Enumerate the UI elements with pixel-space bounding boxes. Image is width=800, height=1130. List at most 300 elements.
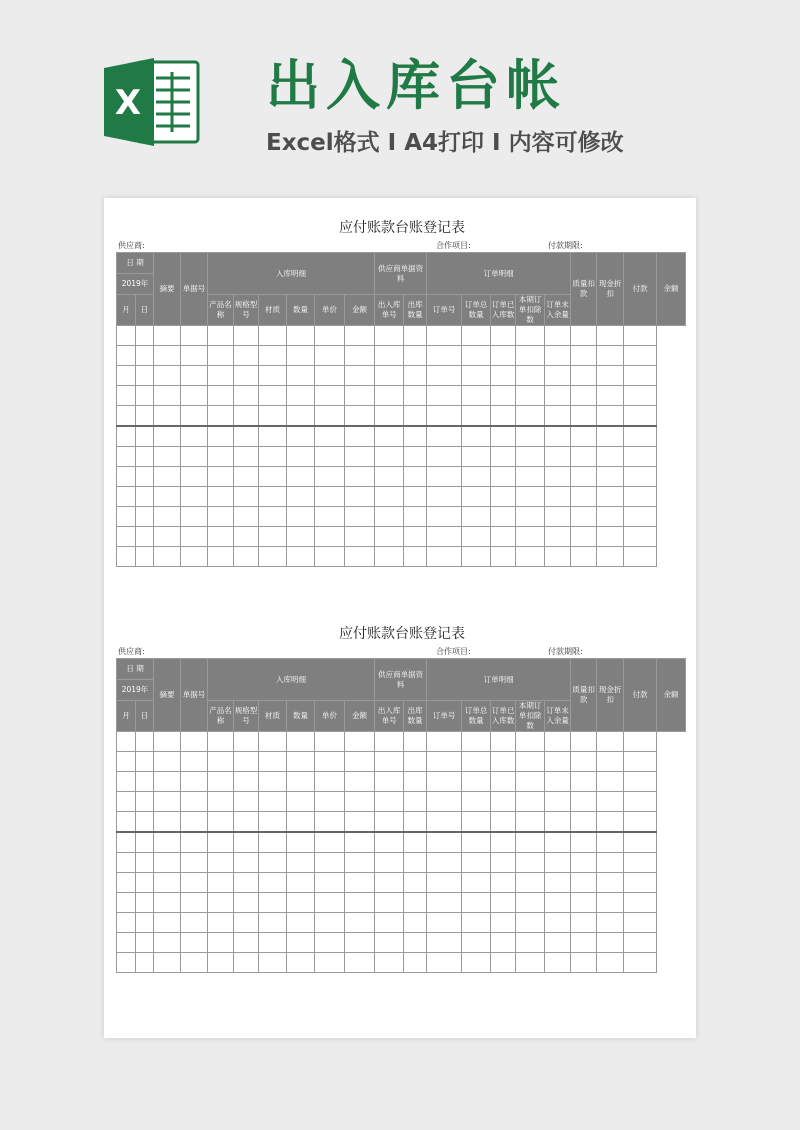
table-cell[interactable] [571,366,597,386]
table-cell[interactable] [181,447,208,467]
table-cell[interactable] [462,447,491,467]
table-cell[interactable] [462,406,491,427]
table-cell[interactable] [181,732,208,752]
table-cell[interactable] [427,792,462,812]
table-cell[interactable] [545,487,571,507]
table-cell[interactable] [154,326,181,346]
table-cell[interactable] [287,467,315,487]
table-cell[interactable] [516,873,545,893]
table-cell[interactable] [208,447,234,467]
table-cell[interactable] [259,467,287,487]
table-cell[interactable] [597,812,624,833]
table-cell[interactable] [624,732,657,752]
table-cell[interactable] [516,326,545,346]
table-cell[interactable] [117,386,136,406]
table-cell[interactable] [545,853,571,873]
table-cell[interactable] [375,913,404,933]
table-cell[interactable] [315,467,345,487]
table-cell[interactable] [404,812,427,833]
table-cell[interactable] [571,853,597,873]
table-cell[interactable] [462,467,491,487]
table-cell[interactable] [597,366,624,386]
table-cell[interactable] [136,547,154,567]
table-cell[interactable] [181,547,208,567]
table-cell[interactable] [545,953,571,973]
table-cell[interactable] [571,447,597,467]
table-cell[interactable] [375,772,404,792]
table-cell[interactable] [259,752,287,772]
table-cell[interactable] [571,953,597,973]
table-cell[interactable] [597,547,624,567]
table-cell[interactable] [315,426,345,447]
table-cell[interactable] [181,772,208,792]
table-cell[interactable] [154,873,181,893]
table-cell[interactable] [375,467,404,487]
table-cell[interactable] [234,406,259,427]
table-cell[interactable] [287,366,315,386]
table-cell[interactable] [491,487,516,507]
table-cell[interactable] [491,772,516,792]
table-cell[interactable] [427,447,462,467]
table-cell[interactable] [259,366,287,386]
table-cell[interactable] [462,366,491,386]
table-cell[interactable] [287,792,315,812]
table-cell[interactable] [545,792,571,812]
table-cell[interactable] [462,547,491,567]
table-cell[interactable] [259,893,287,913]
table-cell[interactable] [259,386,287,406]
table-cell[interactable] [154,953,181,973]
table-cell[interactable] [154,366,181,386]
table-cell[interactable] [154,507,181,527]
table-cell[interactable] [462,487,491,507]
table-cell[interactable] [181,792,208,812]
table-cell[interactable] [208,853,234,873]
table-cell[interactable] [259,406,287,427]
table-cell[interactable] [516,366,545,386]
table-cell[interactable] [516,893,545,913]
table-cell[interactable] [597,752,624,772]
table-cell[interactable] [287,426,315,447]
table-cell[interactable] [234,507,259,527]
table-cell[interactable] [345,406,375,427]
table-cell[interactable] [234,346,259,366]
table-cell[interactable] [136,467,154,487]
table-cell[interactable] [462,812,491,833]
table-cell[interactable] [181,527,208,547]
table-cell[interactable] [345,933,375,953]
table-cell[interactable] [516,953,545,973]
table-cell[interactable] [624,772,657,792]
table-cell[interactable] [208,346,234,366]
table-cell[interactable] [427,752,462,772]
table-cell[interactable] [571,752,597,772]
table-cell[interactable] [375,346,404,366]
table-cell[interactable] [491,792,516,812]
table-cell[interactable] [427,853,462,873]
table-cell[interactable] [516,752,545,772]
table-cell[interactable] [315,953,345,973]
table-cell[interactable] [117,812,136,833]
table-cell[interactable] [259,792,287,812]
table-cell[interactable] [136,326,154,346]
table-cell[interactable] [624,447,657,467]
table-cell[interactable] [208,832,234,853]
table-cell[interactable] [181,832,208,853]
table-cell[interactable] [117,792,136,812]
table-cell[interactable] [181,406,208,427]
table-cell[interactable] [404,933,427,953]
table-cell[interactable] [345,873,375,893]
table-cell[interactable] [208,933,234,953]
table-cell[interactable] [345,732,375,752]
table-cell[interactable] [571,792,597,812]
table-cell[interactable] [117,507,136,527]
table-cell[interactable] [427,893,462,913]
table-cell[interactable] [597,467,624,487]
table-cell[interactable] [624,426,657,447]
table-cell[interactable] [345,326,375,346]
table-cell[interactable] [136,386,154,406]
table-cell[interactable] [315,812,345,833]
table-cell[interactable] [624,853,657,873]
table-cell[interactable] [208,547,234,567]
table-cell[interactable] [516,447,545,467]
table-cell[interactable] [571,527,597,547]
table-cell[interactable] [597,772,624,792]
table-cell[interactable] [427,366,462,386]
table-cell[interactable] [234,447,259,467]
table-cell[interactable] [208,366,234,386]
table-cell[interactable] [208,326,234,346]
table-cell[interactable] [404,326,427,346]
table-cell[interactable] [462,913,491,933]
table-cell[interactable] [427,507,462,527]
table-cell[interactable] [597,832,624,853]
table-cell[interactable] [287,732,315,752]
table-cell[interactable] [462,953,491,973]
table-cell[interactable] [234,752,259,772]
table-cell[interactable] [287,752,315,772]
table-cell[interactable] [117,772,136,792]
table-cell[interactable] [571,732,597,752]
table-cell[interactable] [136,853,154,873]
table-cell[interactable] [516,832,545,853]
table-cell[interactable] [624,547,657,567]
table-cell[interactable] [624,346,657,366]
table-cell[interactable] [404,832,427,853]
table-cell[interactable] [462,893,491,913]
table-cell[interactable] [154,547,181,567]
table-cell[interactable] [287,832,315,853]
table-cell[interactable] [117,953,136,973]
table-cell[interactable] [545,447,571,467]
table-cell[interactable] [571,772,597,792]
table-cell[interactable] [404,467,427,487]
table-cell[interactable] [345,547,375,567]
table-cell[interactable] [624,953,657,973]
table-cell[interactable] [571,873,597,893]
table-cell[interactable] [404,346,427,366]
table-cell[interactable] [597,507,624,527]
table-cell[interactable] [597,426,624,447]
table-cell[interactable] [545,406,571,427]
table-cell[interactable] [516,426,545,447]
table-cell[interactable] [181,853,208,873]
table-cell[interactable] [259,447,287,467]
table-cell[interactable] [404,752,427,772]
table-cell[interactable] [545,326,571,346]
table-cell[interactable] [181,913,208,933]
table-cell[interactable] [259,346,287,366]
table-cell[interactable] [287,386,315,406]
table-cell[interactable] [315,933,345,953]
table-cell[interactable] [462,772,491,792]
table-cell[interactable] [315,386,345,406]
table-cell[interactable] [597,487,624,507]
table-cell[interactable] [154,853,181,873]
table-cell[interactable] [516,792,545,812]
table-cell[interactable] [571,406,597,427]
table-cell[interactable] [462,527,491,547]
table-cell[interactable] [315,346,345,366]
table-cell[interactable] [545,467,571,487]
table-cell[interactable] [597,732,624,752]
table-cell[interactable] [259,326,287,346]
table-cell[interactable] [404,732,427,752]
table-cell[interactable] [624,386,657,406]
table-cell[interactable] [181,326,208,346]
table-cell[interactable] [345,487,375,507]
table-cell[interactable] [345,953,375,973]
table-cell[interactable] [208,953,234,973]
table-cell[interactable] [375,953,404,973]
table-cell[interactable] [136,447,154,467]
table-cell[interactable] [208,426,234,447]
table-cell[interactable] [234,792,259,812]
table-cell[interactable] [259,873,287,893]
table-cell[interactable] [117,467,136,487]
table-cell[interactable] [375,527,404,547]
table-cell[interactable] [624,752,657,772]
table-cell[interactable] [117,547,136,567]
table-cell[interactable] [491,346,516,366]
table-cell[interactable] [259,832,287,853]
table-cell[interactable] [491,326,516,346]
table-cell[interactable] [117,346,136,366]
table-cell[interactable] [427,772,462,792]
table-cell[interactable] [117,873,136,893]
table-cell[interactable] [624,873,657,893]
table-cell[interactable] [181,933,208,953]
table-cell[interactable] [181,752,208,772]
table-cell[interactable] [234,467,259,487]
table-cell[interactable] [491,507,516,527]
table-cell[interactable] [597,326,624,346]
table-cell[interactable] [208,487,234,507]
table-cell[interactable] [375,873,404,893]
table-cell[interactable] [234,853,259,873]
table-cell[interactable] [462,732,491,752]
table-cell[interactable] [136,732,154,752]
table-cell[interactable] [516,507,545,527]
table-cell[interactable] [117,326,136,346]
table-cell[interactable] [345,346,375,366]
table-cell[interactable] [315,547,345,567]
table-cell[interactable] [259,732,287,752]
table-cell[interactable] [404,507,427,527]
table-cell[interactable] [345,366,375,386]
table-cell[interactable] [345,426,375,447]
table-cell[interactable] [404,447,427,467]
table-cell[interactable] [545,527,571,547]
table-cell[interactable] [491,893,516,913]
table-cell[interactable] [181,467,208,487]
table-cell[interactable] [259,853,287,873]
table-cell[interactable] [287,326,315,346]
table-cell[interactable] [375,487,404,507]
table-cell[interactable] [491,933,516,953]
table-cell[interactable] [287,953,315,973]
table-cell[interactable] [117,893,136,913]
table-cell[interactable] [597,406,624,427]
table-cell[interactable] [136,527,154,547]
table-cell[interactable] [315,853,345,873]
table-cell[interactable] [315,326,345,346]
table-cell[interactable] [234,953,259,973]
table-cell[interactable] [287,547,315,567]
table-cell[interactable] [427,527,462,547]
table-cell[interactable] [315,913,345,933]
table-cell[interactable] [597,346,624,366]
table-cell[interactable] [154,792,181,812]
table-cell[interactable] [154,812,181,833]
table-cell[interactable] [315,873,345,893]
table-cell[interactable] [315,406,345,427]
table-cell[interactable] [375,812,404,833]
table-cell[interactable] [117,752,136,772]
table-cell[interactable] [234,366,259,386]
table-cell[interactable] [491,386,516,406]
table-cell[interactable] [117,447,136,467]
table-cell[interactable] [516,346,545,366]
table-cell[interactable] [234,832,259,853]
table-cell[interactable] [597,386,624,406]
table-cell[interactable] [136,366,154,386]
table-cell[interactable] [315,792,345,812]
table-cell[interactable] [345,447,375,467]
table-cell[interactable] [234,487,259,507]
table-cell[interactable] [427,467,462,487]
table-cell[interactable] [375,933,404,953]
table-cell[interactable] [136,812,154,833]
table-cell[interactable] [287,487,315,507]
table-cell[interactable] [136,487,154,507]
table-cell[interactable] [375,853,404,873]
table-cell[interactable] [208,527,234,547]
table-cell[interactable] [259,933,287,953]
table-cell[interactable] [154,752,181,772]
table-cell[interactable] [259,547,287,567]
table-cell[interactable] [234,732,259,752]
table-cell[interactable] [287,893,315,913]
table-cell[interactable] [404,547,427,567]
table-cell[interactable] [571,893,597,913]
table-cell[interactable] [345,772,375,792]
table-cell[interactable] [545,832,571,853]
table-cell[interactable] [315,893,345,913]
table-cell[interactable] [545,426,571,447]
table-cell[interactable] [624,527,657,547]
table-cell[interactable] [154,386,181,406]
table-cell[interactable] [136,893,154,913]
table-cell[interactable] [154,732,181,752]
table-cell[interactable] [136,873,154,893]
table-cell[interactable] [491,853,516,873]
table-cell[interactable] [315,447,345,467]
table-cell[interactable] [259,507,287,527]
table-cell[interactable] [136,772,154,792]
table-cell[interactable] [117,933,136,953]
table-cell[interactable] [545,366,571,386]
table-cell[interactable] [345,467,375,487]
table-cell[interactable] [491,426,516,447]
table-cell[interactable] [375,507,404,527]
table-cell[interactable] [234,386,259,406]
table-cell[interactable] [154,933,181,953]
table-cell[interactable] [404,873,427,893]
table-cell[interactable] [491,812,516,833]
table-cell[interactable] [287,873,315,893]
table-cell[interactable] [571,487,597,507]
table-cell[interactable] [287,853,315,873]
table-cell[interactable] [545,346,571,366]
table-cell[interactable] [427,953,462,973]
table-cell[interactable] [315,487,345,507]
table-cell[interactable] [427,346,462,366]
table-cell[interactable] [375,406,404,427]
table-cell[interactable] [571,547,597,567]
table-cell[interactable] [545,933,571,953]
table-cell[interactable] [117,853,136,873]
table-cell[interactable] [234,426,259,447]
table-cell[interactable] [375,832,404,853]
table-cell[interactable] [597,893,624,913]
table-cell[interactable] [624,832,657,853]
table-cell[interactable] [287,913,315,933]
table-cell[interactable] [491,832,516,853]
table-cell[interactable] [234,772,259,792]
table-cell[interactable] [571,507,597,527]
table-cell[interactable] [315,507,345,527]
table-cell[interactable] [234,913,259,933]
table-cell[interactable] [597,792,624,812]
table-cell[interactable] [154,772,181,792]
table-cell[interactable] [404,406,427,427]
table-cell[interactable] [154,346,181,366]
table-cell[interactable] [136,792,154,812]
table-cell[interactable] [208,406,234,427]
table-cell[interactable] [624,366,657,386]
table-cell[interactable] [287,346,315,366]
table-cell[interactable] [597,953,624,973]
table-cell[interactable] [136,752,154,772]
table-cell[interactable] [287,507,315,527]
table-cell[interactable] [427,487,462,507]
table-cell[interactable] [571,426,597,447]
table-cell[interactable] [136,933,154,953]
table-cell[interactable] [491,732,516,752]
